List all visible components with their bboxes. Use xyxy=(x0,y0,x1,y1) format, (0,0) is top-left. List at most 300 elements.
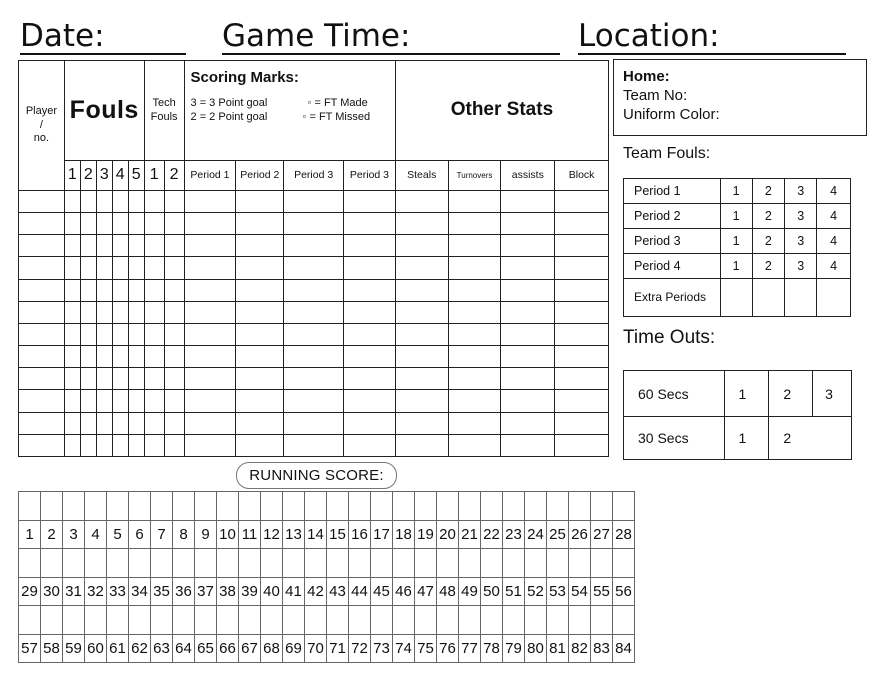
player-row-cell[interactable] xyxy=(284,368,344,390)
running-score-mark-cell[interactable] xyxy=(437,549,459,578)
player-row-cell[interactable] xyxy=(64,257,80,279)
player-row-cell[interactable] xyxy=(128,213,144,235)
running-score-mark-cell[interactable] xyxy=(173,492,195,521)
player-row-cell[interactable] xyxy=(395,412,448,434)
player-row-cell[interactable] xyxy=(64,390,80,412)
player-row-cell[interactable] xyxy=(395,323,448,345)
player-row-cell[interactable] xyxy=(344,279,396,301)
player-row-cell[interactable] xyxy=(164,390,184,412)
team-foul-slot[interactable]: 2 xyxy=(752,229,785,254)
player-row-cell[interactable] xyxy=(80,368,96,390)
player-row-cell[interactable] xyxy=(64,213,80,235)
running-score-mark-cell[interactable] xyxy=(459,606,481,635)
team-foul-slot[interactable]: 2 xyxy=(752,254,785,279)
player-row-cell[interactable] xyxy=(344,235,396,257)
player-row-cell[interactable] xyxy=(128,390,144,412)
running-score-mark-cell[interactable] xyxy=(327,549,349,578)
player-row-cell[interactable] xyxy=(164,346,184,368)
running-score-mark-cell[interactable] xyxy=(371,606,393,635)
running-score-mark-cell[interactable] xyxy=(437,492,459,521)
running-score-mark-cell[interactable] xyxy=(19,492,41,521)
player-row-cell[interactable] xyxy=(96,390,112,412)
player-row-cell[interactable] xyxy=(164,301,184,323)
player-row-cell[interactable] xyxy=(284,390,344,412)
player-row-cell[interactable] xyxy=(184,257,236,279)
running-score-mark-cell[interactable] xyxy=(239,549,261,578)
running-score-mark-cell[interactable] xyxy=(63,492,85,521)
running-score-mark-cell[interactable] xyxy=(173,549,195,578)
running-score-mark-cell[interactable] xyxy=(481,492,503,521)
running-score-mark-cell[interactable] xyxy=(613,549,635,578)
player-row-cell[interactable] xyxy=(236,257,284,279)
player-row-cell[interactable] xyxy=(284,257,344,279)
player-row-cell[interactable] xyxy=(184,368,236,390)
running-score-mark-cell[interactable] xyxy=(613,492,635,521)
player-row-cell[interactable] xyxy=(501,412,555,434)
running-score-mark-cell[interactable] xyxy=(107,492,129,521)
player-row-cell[interactable] xyxy=(555,368,609,390)
team-foul-slot[interactable] xyxy=(817,279,851,317)
player-row-cell[interactable] xyxy=(164,412,184,434)
player-row-cell[interactable] xyxy=(19,368,65,390)
team-foul-slot[interactable]: 3 xyxy=(785,229,817,254)
player-row-cell[interactable] xyxy=(501,235,555,257)
player-row-cell[interactable] xyxy=(19,213,65,235)
player-row-cell[interactable] xyxy=(395,368,448,390)
running-score-mark-cell[interactable] xyxy=(547,549,569,578)
player-row-cell[interactable] xyxy=(284,213,344,235)
player-row-cell[interactable] xyxy=(96,257,112,279)
player-row-cell[interactable] xyxy=(448,257,501,279)
player-row-cell[interactable] xyxy=(112,323,128,345)
running-score-mark-cell[interactable] xyxy=(239,492,261,521)
player-row-cell[interactable] xyxy=(344,257,396,279)
running-score-mark-cell[interactable] xyxy=(19,606,41,635)
player-row-cell[interactable] xyxy=(96,190,112,212)
running-score-mark-cell[interactable] xyxy=(217,606,239,635)
player-row-cell[interactable] xyxy=(19,346,65,368)
player-row-cell[interactable] xyxy=(501,368,555,390)
player-row-cell[interactable] xyxy=(128,257,144,279)
player-row-cell[interactable] xyxy=(501,390,555,412)
running-score-mark-cell[interactable] xyxy=(393,492,415,521)
player-row-cell[interactable] xyxy=(112,301,128,323)
team-foul-slot[interactable]: 3 xyxy=(785,254,817,279)
player-row-cell[interactable] xyxy=(184,235,236,257)
running-score-mark-cell[interactable] xyxy=(195,549,217,578)
timeout-60-slot-3[interactable]: 3 xyxy=(813,371,852,417)
player-row-cell[interactable] xyxy=(96,301,112,323)
player-row-cell[interactable] xyxy=(80,279,96,301)
player-row-cell[interactable] xyxy=(284,301,344,323)
timeout-60-slot-2[interactable]: 2 xyxy=(769,371,813,417)
running-score-mark-cell[interactable] xyxy=(371,492,393,521)
player-row-cell[interactable] xyxy=(236,301,284,323)
running-score-mark-cell[interactable] xyxy=(107,606,129,635)
player-row-cell[interactable] xyxy=(236,390,284,412)
player-row-cell[interactable] xyxy=(144,190,164,212)
player-row-cell[interactable] xyxy=(164,235,184,257)
player-row-cell[interactable] xyxy=(501,301,555,323)
player-row-cell[interactable] xyxy=(184,213,236,235)
running-score-mark-cell[interactable] xyxy=(459,492,481,521)
running-score-mark-cell[interactable] xyxy=(63,606,85,635)
player-row-cell[interactable] xyxy=(19,323,65,345)
running-score-mark-cell[interactable] xyxy=(393,606,415,635)
player-row-cell[interactable] xyxy=(448,213,501,235)
running-score-mark-cell[interactable] xyxy=(129,606,151,635)
player-row-cell[interactable] xyxy=(112,390,128,412)
player-row-cell[interactable] xyxy=(128,323,144,345)
running-score-mark-cell[interactable] xyxy=(349,606,371,635)
player-row-cell[interactable] xyxy=(96,213,112,235)
player-row-cell[interactable] xyxy=(344,190,396,212)
player-row-cell[interactable] xyxy=(144,412,164,434)
player-row-cell[interactable] xyxy=(144,235,164,257)
player-row-cell[interactable] xyxy=(144,390,164,412)
player-row-cell[interactable] xyxy=(184,279,236,301)
running-score-mark-cell[interactable] xyxy=(481,606,503,635)
running-score-mark-cell[interactable] xyxy=(151,606,173,635)
timeout-30-slot-2[interactable]: 2 xyxy=(769,417,852,460)
running-score-mark-cell[interactable] xyxy=(283,549,305,578)
player-row-cell[interactable] xyxy=(501,323,555,345)
player-row-cell[interactable] xyxy=(184,412,236,434)
running-score-mark-cell[interactable] xyxy=(569,606,591,635)
running-score-mark-cell[interactable] xyxy=(85,492,107,521)
player-row-cell[interactable] xyxy=(80,235,96,257)
player-row-cell[interactable] xyxy=(236,434,284,456)
team-foul-slot[interactable]: 1 xyxy=(720,179,752,204)
player-row-cell[interactable] xyxy=(395,257,448,279)
player-row-cell[interactable] xyxy=(96,279,112,301)
player-row-cell[interactable] xyxy=(19,434,65,456)
player-row-cell[interactable] xyxy=(448,301,501,323)
player-row-cell[interactable] xyxy=(144,346,164,368)
player-row-cell[interactable] xyxy=(144,257,164,279)
player-row-cell[interactable] xyxy=(164,434,184,456)
player-row-cell[interactable] xyxy=(284,346,344,368)
running-score-mark-cell[interactable] xyxy=(283,492,305,521)
running-score-mark-cell[interactable] xyxy=(525,606,547,635)
player-row-cell[interactable] xyxy=(555,190,609,212)
player-row-cell[interactable] xyxy=(395,279,448,301)
player-row-cell[interactable] xyxy=(112,235,128,257)
player-row-cell[interactable] xyxy=(395,390,448,412)
player-row-cell[interactable] xyxy=(144,323,164,345)
team-foul-slot[interactable]: 4 xyxy=(817,229,851,254)
timeout-30-slot-1[interactable]: 1 xyxy=(724,417,769,460)
player-row-cell[interactable] xyxy=(395,213,448,235)
player-row-cell[interactable] xyxy=(112,346,128,368)
player-row-cell[interactable] xyxy=(19,390,65,412)
player-row-cell[interactable] xyxy=(501,190,555,212)
running-score-mark-cell[interactable] xyxy=(261,549,283,578)
player-row-cell[interactable] xyxy=(236,412,284,434)
player-row-cell[interactable] xyxy=(236,190,284,212)
player-row-cell[interactable] xyxy=(555,346,609,368)
running-score-mark-cell[interactable] xyxy=(393,549,415,578)
running-score-mark-cell[interactable] xyxy=(129,549,151,578)
running-score-mark-cell[interactable] xyxy=(173,606,195,635)
team-foul-slot[interactable]: 4 xyxy=(817,254,851,279)
running-score-mark-cell[interactable] xyxy=(327,606,349,635)
player-row-cell[interactable] xyxy=(96,323,112,345)
running-score-mark-cell[interactable] xyxy=(437,606,459,635)
player-row-cell[interactable] xyxy=(64,279,80,301)
player-row-cell[interactable] xyxy=(96,368,112,390)
team-foul-slot[interactable]: 4 xyxy=(817,204,851,229)
timeout-60-slot-1[interactable]: 1 xyxy=(724,371,769,417)
player-row-cell[interactable] xyxy=(184,323,236,345)
player-row-cell[interactable] xyxy=(555,235,609,257)
player-row-cell[interactable] xyxy=(184,434,236,456)
player-row-cell[interactable] xyxy=(284,235,344,257)
player-row-cell[interactable] xyxy=(184,301,236,323)
player-row-cell[interactable] xyxy=(144,279,164,301)
player-row-cell[interactable] xyxy=(501,346,555,368)
player-row-cell[interactable] xyxy=(344,301,396,323)
player-row-cell[interactable] xyxy=(236,368,284,390)
running-score-mark-cell[interactable] xyxy=(349,549,371,578)
player-row-cell[interactable] xyxy=(395,301,448,323)
running-score-mark-cell[interactable] xyxy=(569,549,591,578)
player-row-cell[interactable] xyxy=(164,190,184,212)
running-score-mark-cell[interactable] xyxy=(415,549,437,578)
player-row-cell[interactable] xyxy=(501,434,555,456)
player-row-cell[interactable] xyxy=(344,346,396,368)
player-row-cell[interactable] xyxy=(144,368,164,390)
player-row-cell[interactable] xyxy=(128,368,144,390)
player-row-cell[interactable] xyxy=(19,279,65,301)
player-row-cell[interactable] xyxy=(555,434,609,456)
running-score-mark-cell[interactable] xyxy=(591,549,613,578)
player-row-cell[interactable] xyxy=(64,235,80,257)
player-row-cell[interactable] xyxy=(64,368,80,390)
player-row-cell[interactable] xyxy=(112,257,128,279)
player-row-cell[interactable] xyxy=(395,434,448,456)
running-score-mark-cell[interactable] xyxy=(525,492,547,521)
player-row-cell[interactable] xyxy=(555,301,609,323)
player-row-cell[interactable] xyxy=(144,213,164,235)
player-row-cell[interactable] xyxy=(164,323,184,345)
running-score-mark-cell[interactable] xyxy=(41,492,63,521)
player-row-cell[interactable] xyxy=(96,235,112,257)
running-score-mark-cell[interactable] xyxy=(107,549,129,578)
player-row-cell[interactable] xyxy=(128,279,144,301)
player-row-cell[interactable] xyxy=(19,235,65,257)
player-row-cell[interactable] xyxy=(501,279,555,301)
player-row-cell[interactable] xyxy=(344,213,396,235)
team-foul-slot[interactable] xyxy=(720,279,752,317)
player-row-cell[interactable] xyxy=(448,368,501,390)
player-row-cell[interactable] xyxy=(448,323,501,345)
running-score-mark-cell[interactable] xyxy=(305,606,327,635)
player-row-cell[interactable] xyxy=(555,257,609,279)
player-row-cell[interactable] xyxy=(236,323,284,345)
player-row-cell[interactable] xyxy=(112,412,128,434)
player-row-cell[interactable] xyxy=(236,213,284,235)
player-row-cell[interactable] xyxy=(284,279,344,301)
player-row-cell[interactable] xyxy=(96,346,112,368)
player-row-cell[interactable] xyxy=(555,213,609,235)
player-row-cell[interactable] xyxy=(128,434,144,456)
player-row-cell[interactable] xyxy=(344,412,396,434)
running-score-mark-cell[interactable] xyxy=(239,606,261,635)
player-row-cell[interactable] xyxy=(128,412,144,434)
player-row-cell[interactable] xyxy=(448,434,501,456)
player-row-cell[interactable] xyxy=(80,190,96,212)
team-foul-slot[interactable]: 4 xyxy=(817,179,851,204)
running-score-mark-cell[interactable] xyxy=(261,606,283,635)
team-foul-slot[interactable] xyxy=(785,279,817,317)
team-foul-slot[interactable]: 2 xyxy=(752,204,785,229)
player-row-cell[interactable] xyxy=(284,190,344,212)
player-row-cell[interactable] xyxy=(64,346,80,368)
player-row-cell[interactable] xyxy=(80,434,96,456)
player-row-cell[interactable] xyxy=(184,390,236,412)
player-row-cell[interactable] xyxy=(236,279,284,301)
player-row-cell[interactable] xyxy=(96,434,112,456)
player-row-cell[interactable] xyxy=(284,323,344,345)
team-foul-slot[interactable]: 2 xyxy=(752,179,785,204)
player-row-cell[interactable] xyxy=(112,213,128,235)
player-row-cell[interactable] xyxy=(164,279,184,301)
running-score-mark-cell[interactable] xyxy=(85,606,107,635)
running-score-mark-cell[interactable] xyxy=(459,549,481,578)
player-row-cell[interactable] xyxy=(64,412,80,434)
player-row-cell[interactable] xyxy=(395,346,448,368)
running-score-mark-cell[interactable] xyxy=(283,606,305,635)
player-row-cell[interactable] xyxy=(19,257,65,279)
player-row-cell[interactable] xyxy=(96,412,112,434)
player-row-cell[interactable] xyxy=(112,434,128,456)
running-score-mark-cell[interactable] xyxy=(63,549,85,578)
running-score-mark-cell[interactable] xyxy=(371,549,393,578)
player-row-cell[interactable] xyxy=(80,390,96,412)
team-foul-slot[interactable]: 1 xyxy=(720,204,752,229)
player-row-cell[interactable] xyxy=(236,346,284,368)
player-row-cell[interactable] xyxy=(164,213,184,235)
player-row-cell[interactable] xyxy=(395,235,448,257)
running-score-mark-cell[interactable] xyxy=(151,549,173,578)
running-score-mark-cell[interactable] xyxy=(305,492,327,521)
player-row-cell[interactable] xyxy=(64,434,80,456)
running-score-mark-cell[interactable] xyxy=(503,549,525,578)
player-row-cell[interactable] xyxy=(128,301,144,323)
running-score-mark-cell[interactable] xyxy=(85,549,107,578)
player-row-cell[interactable] xyxy=(80,213,96,235)
running-score-mark-cell[interactable] xyxy=(503,492,525,521)
team-foul-slot[interactable] xyxy=(752,279,785,317)
player-row-cell[interactable] xyxy=(80,323,96,345)
player-row-cell[interactable] xyxy=(344,323,396,345)
player-row-cell[interactable] xyxy=(144,434,164,456)
running-score-mark-cell[interactable] xyxy=(591,606,613,635)
player-row-cell[interactable] xyxy=(112,279,128,301)
player-row-cell[interactable] xyxy=(64,323,80,345)
player-row-cell[interactable] xyxy=(501,257,555,279)
running-score-mark-cell[interactable] xyxy=(41,549,63,578)
player-row-cell[interactable] xyxy=(19,412,65,434)
player-row-cell[interactable] xyxy=(395,190,448,212)
player-row-cell[interactable] xyxy=(164,368,184,390)
player-row-cell[interactable] xyxy=(128,346,144,368)
player-row-cell[interactable] xyxy=(64,190,80,212)
team-foul-slot[interactable]: 3 xyxy=(785,179,817,204)
running-score-mark-cell[interactable] xyxy=(195,606,217,635)
player-row-cell[interactable] xyxy=(164,257,184,279)
player-row-cell[interactable] xyxy=(80,257,96,279)
team-foul-slot[interactable]: 3 xyxy=(785,204,817,229)
player-row-cell[interactable] xyxy=(64,301,80,323)
player-row-cell[interactable] xyxy=(344,368,396,390)
player-row-cell[interactable] xyxy=(344,434,396,456)
player-row-cell[interactable] xyxy=(80,346,96,368)
running-score-mark-cell[interactable] xyxy=(217,549,239,578)
player-row-cell[interactable] xyxy=(80,412,96,434)
player-row-cell[interactable] xyxy=(80,301,96,323)
running-score-mark-cell[interactable] xyxy=(19,549,41,578)
running-score-mark-cell[interactable] xyxy=(547,492,569,521)
player-row-cell[interactable] xyxy=(555,279,609,301)
running-score-mark-cell[interactable] xyxy=(503,606,525,635)
player-row-cell[interactable] xyxy=(284,434,344,456)
running-score-mark-cell[interactable] xyxy=(547,606,569,635)
player-row-cell[interactable] xyxy=(19,190,65,212)
player-row-cell[interactable] xyxy=(184,346,236,368)
player-row-cell[interactable] xyxy=(501,213,555,235)
running-score-mark-cell[interactable] xyxy=(327,492,349,521)
running-score-mark-cell[interactable] xyxy=(151,492,173,521)
player-row-cell[interactable] xyxy=(144,301,164,323)
player-row-cell[interactable] xyxy=(112,368,128,390)
player-row-cell[interactable] xyxy=(448,390,501,412)
running-score-mark-cell[interactable] xyxy=(217,492,239,521)
player-row-cell[interactable] xyxy=(555,390,609,412)
running-score-mark-cell[interactable] xyxy=(415,606,437,635)
team-foul-slot[interactable]: 1 xyxy=(720,229,752,254)
player-row-cell[interactable] xyxy=(236,235,284,257)
player-row-cell[interactable] xyxy=(344,390,396,412)
running-score-mark-cell[interactable] xyxy=(481,549,503,578)
player-row-cell[interactable] xyxy=(19,301,65,323)
running-score-mark-cell[interactable] xyxy=(415,492,437,521)
running-score-mark-cell[interactable] xyxy=(129,492,151,521)
player-row-cell[interactable] xyxy=(555,412,609,434)
player-row-cell[interactable] xyxy=(448,190,501,212)
player-row-cell[interactable] xyxy=(448,346,501,368)
player-row-cell[interactable] xyxy=(128,235,144,257)
running-score-mark-cell[interactable] xyxy=(261,492,283,521)
player-row-cell[interactable] xyxy=(448,235,501,257)
running-score-mark-cell[interactable] xyxy=(349,492,371,521)
team-foul-slot[interactable]: 1 xyxy=(720,254,752,279)
player-row-cell[interactable] xyxy=(112,190,128,212)
player-row-cell[interactable] xyxy=(555,323,609,345)
player-row-cell[interactable] xyxy=(128,190,144,212)
player-row-cell[interactable] xyxy=(448,279,501,301)
running-score-mark-cell[interactable] xyxy=(195,492,217,521)
player-row-cell[interactable] xyxy=(284,412,344,434)
running-score-mark-cell[interactable] xyxy=(591,492,613,521)
running-score-mark-cell[interactable] xyxy=(41,606,63,635)
player-row-cell[interactable] xyxy=(184,190,236,212)
running-score-mark-cell[interactable] xyxy=(525,549,547,578)
running-score-mark-cell[interactable] xyxy=(305,549,327,578)
running-score-mark-cell[interactable] xyxy=(569,492,591,521)
running-score-mark-cell[interactable] xyxy=(613,606,635,635)
